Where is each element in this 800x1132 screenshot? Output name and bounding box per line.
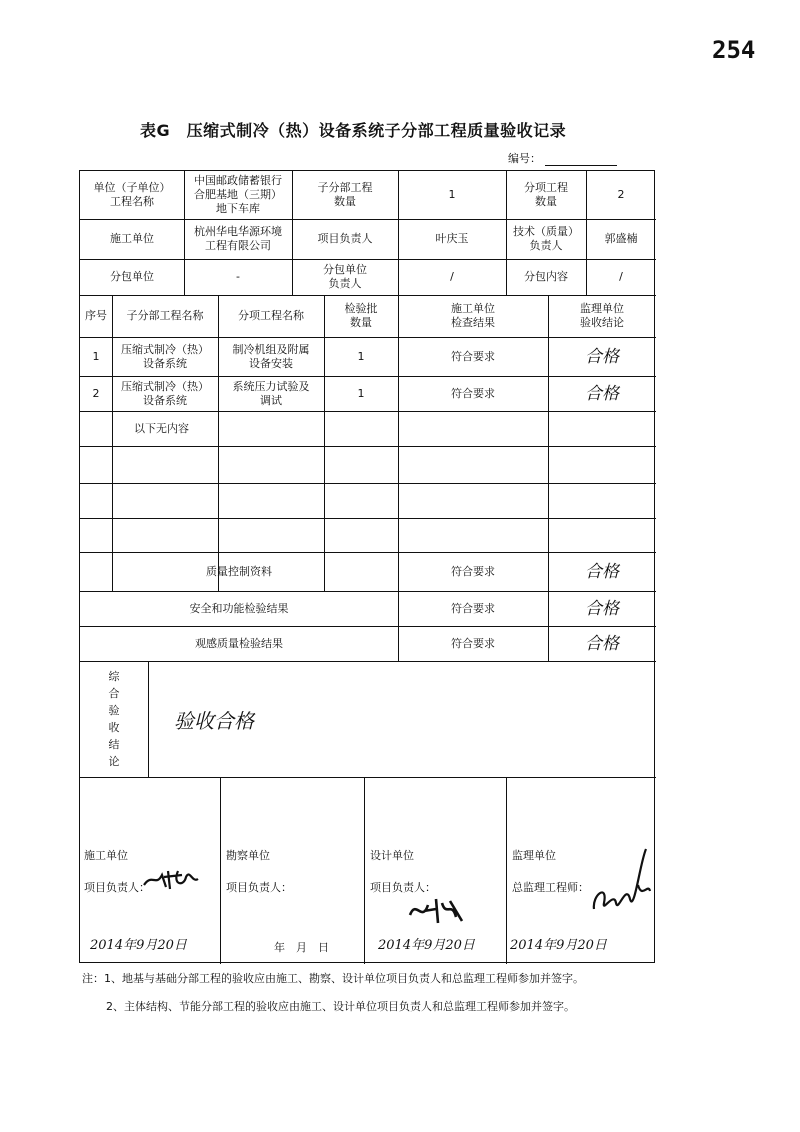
signer-date: 2014年9月20日 (378, 938, 475, 953)
construction-unit-value: 杭州华电华源环境 工程有限公司 (194, 225, 282, 252)
footnote-1: 注：1、地基与基础分部工程的验收应由施工、勘察、设计单位项目负责人和总监理工程师参加并签字。 (82, 972, 584, 985)
signer-role: 项目负责人： (226, 881, 292, 894)
sub-count-label: 子分部工程 数量 (317, 181, 373, 208)
record-number-label: 编号： (508, 152, 541, 165)
table-row-count: 1 (357, 386, 365, 400)
check-label: 质量控制资料 (206, 564, 272, 578)
col-sub-division: 子分部工程名称 (126, 309, 204, 322)
signer-unit: 施工单位 (84, 849, 128, 862)
col-no: 序号 (85, 309, 107, 322)
record-number (508, 150, 617, 166)
no-more-content: 以下无内容 (134, 421, 189, 435)
item-count-value: 2 (617, 188, 625, 201)
table-row-result: 符合要求 (451, 349, 495, 363)
check-conclusion-handwritten: 合格 (585, 561, 619, 582)
check-result: 符合要求 (451, 564, 495, 578)
project-manager-value: 叶庆玉 (435, 232, 469, 245)
table-row-conclusion-handwritten: 合格 (585, 346, 619, 367)
signer-date: 2014年9月20日 (510, 938, 607, 953)
signer-role: 项目负责人： (370, 881, 436, 894)
check-label: 安全和功能检验结果 (189, 601, 289, 615)
project-manager-label: 项目负责人 (317, 232, 373, 245)
signer-date: 年 月 日 (274, 941, 329, 954)
chief-supervisor-signature (590, 843, 654, 923)
technical-lead-value: 郭盛楠 (604, 232, 638, 245)
signer-unit: 设计单位 (370, 849, 414, 862)
overall-conclusion-label: 综 合 验 收 结 论 (108, 670, 120, 768)
table-row-sub: 压缩式制冷（热） 设备系统 (121, 342, 209, 370)
construction-unit-label: 施工单位 (110, 232, 154, 245)
table-row-result: 符合要求 (451, 386, 495, 400)
signer-role: 项目负责人： (84, 881, 150, 894)
overall-conclusion-handwritten: 验收合格 (174, 709, 254, 733)
signer-unit: 勘察单位 (226, 849, 270, 862)
record-number-blank (545, 153, 617, 166)
signer-role: 总监理工程师： (512, 881, 589, 894)
signer-date: 2014年9月20日 (90, 938, 187, 953)
acceptance-table (79, 170, 655, 963)
item-count-label: 分项工程 数量 (524, 181, 568, 208)
sub-count-value: 1 (448, 188, 456, 201)
check-result: 符合要求 (451, 636, 495, 650)
col-supervisor-conclusion: 监理单位 验收结论 (580, 302, 624, 329)
subcontractor-label: 分包单位 (110, 270, 154, 283)
designer-signature (406, 893, 466, 927)
table-row-conclusion-handwritten: 合格 (585, 383, 619, 404)
col-batch-count: 检验批 数量 (344, 302, 378, 329)
footnote-2: 2、主体结构、节能分部工程的验收应由施工、设计单位项目负责人和总监理工程师参加并签字。 (106, 1000, 575, 1013)
subcontractor-manager-label: 分包单位 负责人 (323, 263, 367, 290)
subcontractor-manager-value: / (450, 270, 454, 283)
subcontract-content-value: / (619, 270, 623, 283)
subcontractor-value: - (236, 270, 240, 283)
col-item: 分项工程名称 (238, 309, 304, 322)
table-row-no: 2 (92, 386, 100, 400)
check-result: 符合要求 (451, 601, 495, 615)
check-label: 观感质量检验结果 (195, 636, 283, 650)
table-row-count: 1 (357, 349, 365, 363)
table-row-sub: 压缩式制冷（热） 设备系统 (121, 379, 209, 407)
contractor-signature (142, 865, 204, 891)
subcontract-content-label: 分包内容 (524, 270, 568, 283)
col-contractor-result: 施工单位 检查结果 (451, 302, 495, 329)
table-row-item: 制冷机组及附属 设备安装 (232, 342, 310, 370)
unit-name-label: 单位（子单位） 工程名称 (93, 181, 171, 208)
form-title: 表G 压缩式制冷（热）设备系统子分部工程质量验收记录 (140, 121, 567, 140)
check-conclusion-handwritten: 合格 (585, 633, 619, 654)
signer-unit: 监理单位 (512, 849, 556, 862)
unit-name-value: 中国邮政储蓄银行 合肥基地（三期） 地下车库 (194, 174, 282, 215)
technical-lead-label: 技术（质量） 负责人 (513, 225, 579, 252)
check-conclusion-handwritten: 合格 (585, 598, 619, 619)
table-row-item: 系统压力试验及 调试 (232, 379, 310, 407)
page-number: 254 (712, 36, 756, 64)
table-row-no: 1 (92, 349, 100, 363)
